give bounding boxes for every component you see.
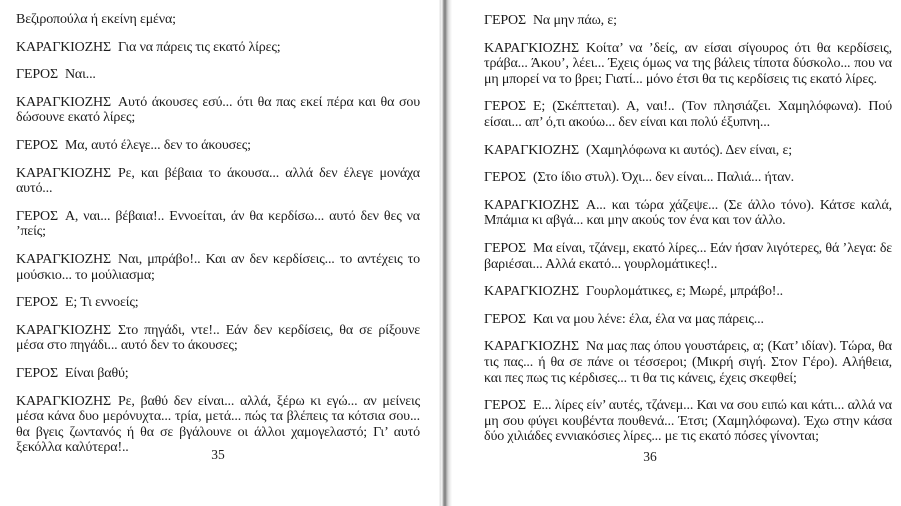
dialogue-text: Ε... λίρες είν’ αυτές, τζάνεμ... Και να σου ειπώ και κάτι... αλλά να μη σου φύγει κουβέντα πουθενά... Έτσι; (Χαμηλόφωνα). Έχω στην κάσα δύο χιλιάδες εννιακόσιες λίρες... με τις εκατό πόσες γίνονται; [484, 398, 892, 445]
speaker-name: ΚΑΡΑΓΚΙΟΖΗΣ [16, 39, 111, 55]
dialogue-paragraph [484, 41, 892, 88]
page-gutter-binding [436, 0, 454, 506]
dialogue-paragraph [16, 209, 420, 240]
dialogue-paragraph [484, 99, 892, 130]
page-number-right: 36 [643, 449, 657, 464]
dialogue-paragraph [484, 312, 892, 328]
dialogue-text: Ρε, και βέβαια το άκουσα... αλλά δεν έλεγε μονάχα αυτό... [16, 165, 420, 197]
dialogue-text: Και να μου λένε: έλα, έλα να μας πάρεις... [532, 311, 764, 327]
dialogue-paragraph [16, 252, 420, 283]
dialogue-text: Στο πηγάδι, ντε!.. Εάν δεν κερδίσεις, θα σε ρίξουνε μέσα στο πηγάδι... αυτό δεν το άκουσες; [16, 322, 420, 354]
dialogue-paragraph [484, 241, 892, 272]
speaker-name: ΓΕΡΟΣ [484, 311, 526, 327]
speaker-name: ΚΑΡΑΓΚΙΟΖΗΣ [16, 322, 111, 338]
dialogue-paragraph [16, 166, 420, 197]
speaker-name: ΚΑΡΑΓΚΙΟΖΗΣ [16, 165, 111, 181]
dialogue-paragraph [484, 198, 892, 229]
speaker-name: ΓΕΡΟΣ [484, 398, 526, 414]
dialogue-text: Α, ναι... βέβαια!.. Εννοείται, άν θα κερδίσω... αυτό δεν θες να ’πείς; [16, 208, 420, 240]
speaker-name: ΚΑΡΑΓΚΙΟΖΗΣ [484, 142, 579, 158]
dialogue-text: Ε; (Σκέπτεται). Α, ναι!.. (Τον πλησιάζει. Χαμηλόφωνα). Πού είσαι... απ’ ό,τι ακούω... δεν είναι και πολύ έξυπνη... [484, 99, 892, 130]
dialogue-paragraph [16, 40, 420, 56]
dialogue-text: Ε; Τι εννοείς; [64, 295, 139, 311]
dialogue-text: Βεζιροπούλα ή εκείνη εμένα; [16, 12, 176, 27]
speaker-name: ΚΑΡΑΓΚΙΟΖΗΣ [484, 284, 579, 300]
dialogue-paragraph [16, 12, 420, 28]
dialogue-text: Μα, αυτό έλεγε... δεν το άκουσες; [64, 137, 251, 153]
dialogue-text: Να μας πας όπου γουστάρεις, α; (Κατ’ ιδίαν). Τώρα, θα τις πας... ή θα σε πάνε οι τέσσεροι; (Μικρή σιγή. Στον Γέρο). Αλήθεια, και πες πως τις κέρδισες... τι θα τις κάνεις, έχεις σκεφθεί; [484, 339, 892, 386]
dialogue-text: Κοίτα’ να ’δείς, αν είσαι σίγουρος ότι θα κερδίσεις, τράβα... Άκου’, λέει... Έχεις όμως να της βάλεις τίποτα δύσκολο... που να μη μπορεί να το βρει; Γιατί... μόνο έτσι θα τις κερδίσεις τις εκατό λίρες. [484, 40, 892, 87]
page-right [454, 0, 901, 506]
dialogue-text: (Στο ίδιο στυλ). Όχι... δεν είναι... Παλιά... ήταν. [532, 170, 794, 186]
dialogue-text: Α... και τώρα χάζεψε... (Σε άλλο τόνο). Κάτσε καλά, Μπάμια κι αβγά... και μην ακούς τον ένα και τον άλλο. [484, 197, 892, 229]
dialogue-text: Μα είναι, τζάνεμ, εκατό λίρες... Εάν ήσαν λιγότερες, θά ’λεγα: δε βαριέσαι... Αλλά εκατό... γουρλομάτικες!.. [484, 240, 892, 272]
dialogue-text: Ναι, μπράβο!.. Και αν δεν κερδίσεις... το αντέχεις το μούσκιο... το μούλιασμα; [16, 251, 420, 283]
dialogue-text: Ναι... [64, 67, 96, 83]
speaker-name: ΓΕΡΟΣ [16, 208, 58, 224]
dialogue-paragraph [484, 143, 892, 159]
speaker-name: ΚΑΡΑΓΚΙΟΖΗΣ [16, 393, 111, 409]
dialogue-paragraph [16, 295, 420, 311]
dialogue-paragraph [16, 95, 420, 126]
dialogue-paragraph [16, 67, 420, 83]
dialogue-paragraph [484, 398, 892, 445]
speaker-name: ΚΑΡΑΓΚΙΟΖΗΣ [484, 339, 579, 355]
dialogue-paragraph [484, 13, 892, 29]
speaker-name: ΓΕΡΟΣ [16, 365, 58, 381]
dialogue-text: Για να πάρεις τις εκατό λίρες; [117, 39, 281, 55]
speaker-name: ΚΑΡΑΓΚΙΟΖΗΣ [484, 197, 579, 213]
speaker-name: ΓΕΡΟΣ [484, 99, 526, 115]
dialogue-paragraph [484, 170, 892, 186]
dialogue-paragraph [16, 138, 420, 154]
speaker-name: ΚΑΡΑΓΚΙΟΖΗΣ [484, 40, 579, 56]
speaker-name: ΓΕΡΟΣ [484, 13, 526, 28]
dialogue-text: Ρε, βαθύ δεν είναι... αλλά, ξέρω κι εγώ... αν μείνεις μέσα κάνα δυο μερόνυχτα... τρία, μετά... πώς τα βλέπεις τα κότσια σου... θα βγεις ζωντανός ή θα σε βγάλουνε οι άλλοι χαμογελαστό; Γι’ αυτό ξεκόλλα καλύτερα!.. [16, 393, 420, 456]
speaker-name: ΓΕΡΟΣ [484, 170, 526, 186]
speaker-name: ΓΕΡΟΣ [484, 240, 526, 256]
speaker-name: ΚΑΡΑΓΚΙΟΖΗΣ [16, 94, 111, 110]
dialogue-text: Αυτό άκουσες εσύ... ότι θα πας εκεί πέρα και θα σου δώσουνε εκατό λίρες; [16, 94, 420, 126]
dialogue-text: Γουρλομάτικες, ε; Μωρέ, μπράβο!.. [585, 284, 784, 300]
dialogue-paragraph [484, 339, 892, 386]
dialogue-paragraph [16, 366, 420, 382]
dialogue-paragraph [16, 323, 420, 354]
dialogue-text: (Χαμηλόφωνα κι αυτός). Δεν είναι, ε; [585, 142, 792, 158]
speaker-name: ΚΑΡΑΓΚΙΟΖΗΣ [16, 251, 111, 267]
speaker-name: ΓΕΡΟΣ [16, 137, 58, 153]
speaker-name: ΓΕΡΟΣ [16, 295, 58, 311]
speaker-name: ΓΕΡΟΣ [16, 67, 58, 83]
page-number-left: 35 [211, 447, 225, 462]
page-left [0, 0, 436, 506]
dialogue-text: Είναι βαθύ; [64, 365, 129, 381]
dialogue-text: Να μην πάω, ε; [532, 13, 617, 28]
dialogue-paragraph [484, 284, 892, 300]
